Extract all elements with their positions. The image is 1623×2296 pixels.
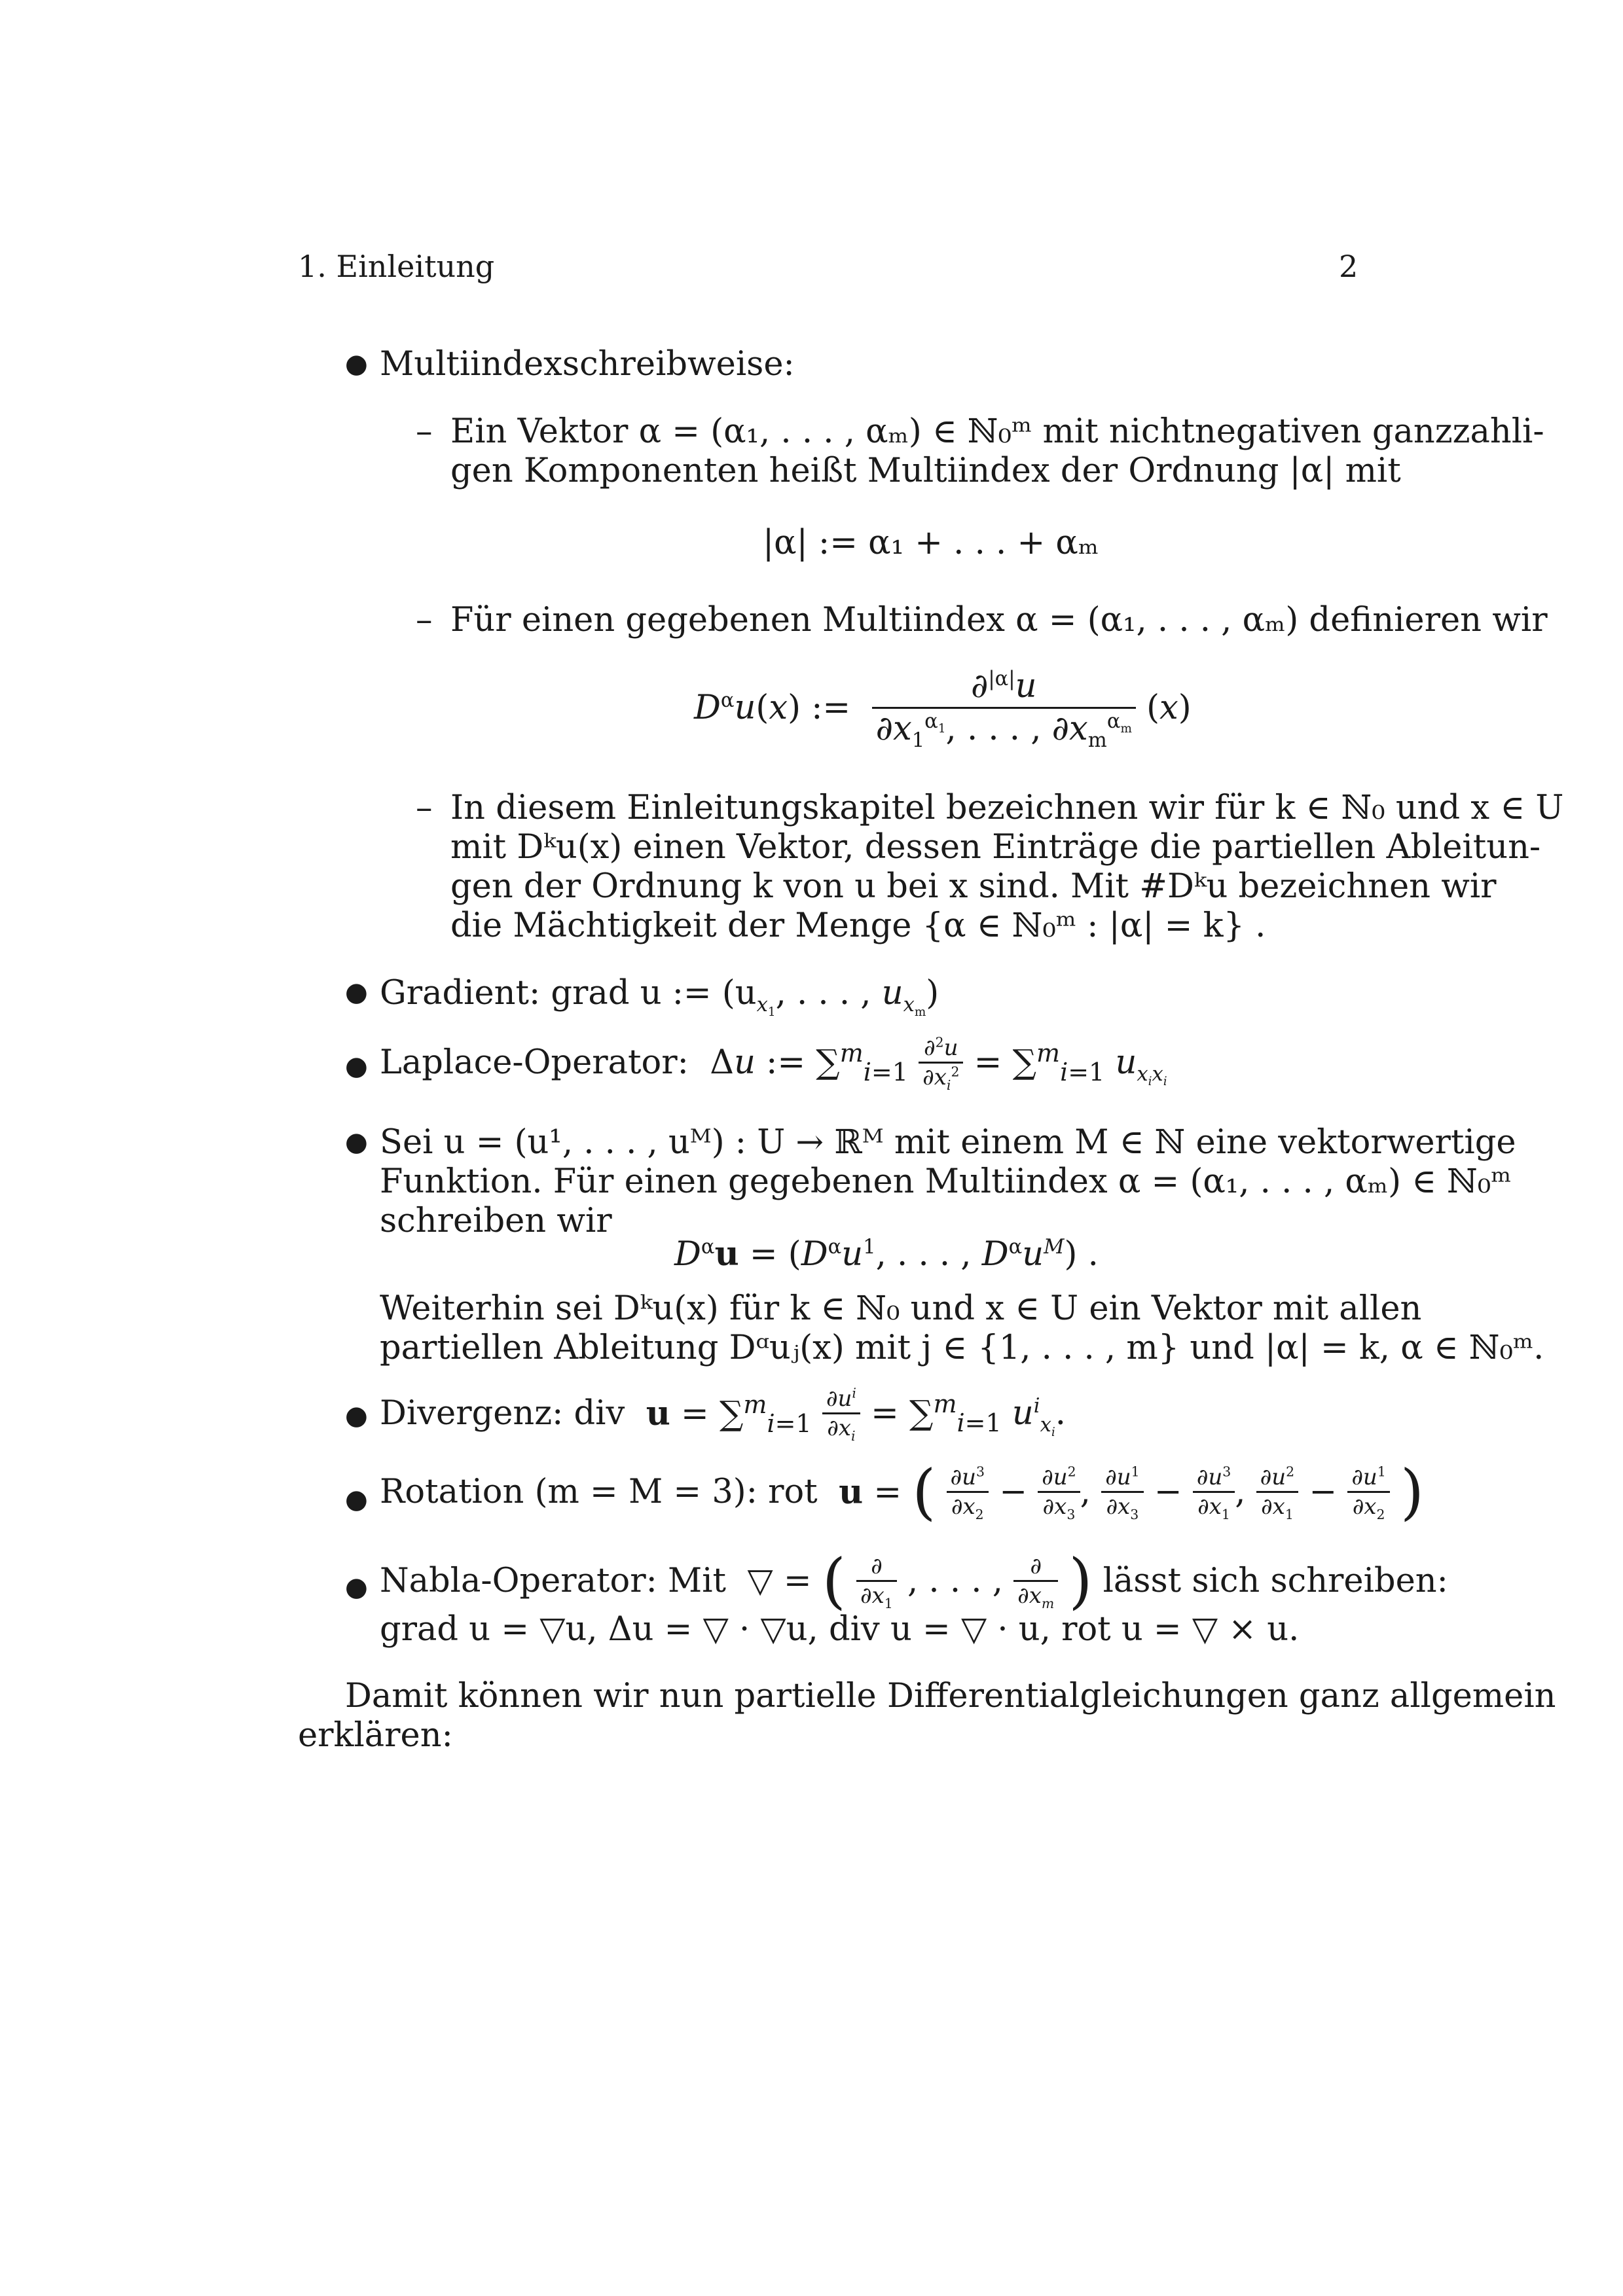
einleitung-line4: die Mächtigkeit der Menge {α ∈ ℕ₀ᵐ : |α| = k} . [450, 906, 1266, 945]
einleitung-line3: gen der Ordnung k von u bei x sind. Mit #Dᵏu bezeichnen wir [450, 867, 1497, 906]
laplace-line: Laplace-Operator: Δu := ∑$^m_{i=1}$ $\frac{\partial^2u}{\partial x_i^2}$ = ∑$^m_{i=1}$ $u_{x_ix_i}$ [380, 1034, 1167, 1093]
nabla-line2: grad u = ▽u, Δu = ▽ · ▽u, div u = ▽ · u, rot u = ▽ × u. [380, 1610, 1300, 1649]
divergenz-line: Divergenz: div u = ∑$^m_{i=1}$ $\frac{\partial u^i}{\partial x_i}$ = ∑$^m_{i=1}$ $u^i_{x_i}$. [380, 1385, 1066, 1444]
closing-line2: erklären: [298, 1716, 453, 1755]
weiterhin-line2: partiellen Ableitung Dᵅuⱼ(x) mit j ∈ {1, . . . , m} und |α| = k, α ∈ ℕ₀ᵐ. [380, 1329, 1544, 1367]
einleitung-line2: mit Dᵏu(x) einen Vektor, dessen Einträge die partiellen Ableitun- [450, 828, 1541, 867]
dash-icon: – [416, 412, 433, 451]
sei-line3: schreiben wir [380, 1202, 612, 1240]
ein-vektor-line2: gen Komponenten heißt Multiindex der Ordnung |α| mit [450, 452, 1401, 490]
sei-line2: Funktion. Für einen gegebenen Multiindex α = (α₁, . . . , αₘ) ∈ ℕ₀ᵐ [380, 1162, 1512, 1201]
divergenz-label: Divergenz: div [380, 1394, 625, 1433]
bullet-icon: ● [345, 1051, 368, 1081]
bullet-icon: ● [345, 1401, 368, 1431]
bullet-icon: ● [345, 349, 368, 379]
closing-line1: Damit können wir nun partielle Differentialgleichungen ganz allgemein [345, 1677, 1556, 1715]
gradient-line: Gradient: grad u := ($u_{x_1}$, . . . , $u_{x_m}$) [380, 974, 939, 1020]
nabla-line1: Nabla-Operator: Mit ▽ = ( $\frac{\partial}{\partial x_1}$ , . . . , $\frac{\partial}{\partial x_m}$ ) lässt sich schreiben: [380, 1546, 1448, 1616]
dash-icon: – [416, 601, 433, 639]
einleitung-line1: In diesem Einleitungskapitel bezeichnen wir für k ∈ ℕ₀ und x ∈ U [450, 789, 1564, 827]
laplace-label: Laplace-Operator: [380, 1043, 689, 1082]
ein-vektor-line1: Ein Vektor α = (α₁, . . . , αₘ) ∈ ℕ₀ᵐ mit nichtnegativen ganzzahli- [450, 412, 1544, 451]
weiterhin-line1: Weiterhin sei Dᵏu(x) für k ∈ ℕ₀ und x ∈ U ein Vektor mit allen [380, 1289, 1422, 1328]
nabla-suffix: lässt sich schreiben: [1103, 1562, 1448, 1600]
rotation-label: Rotation (m = M = 3): rot [380, 1473, 818, 1511]
bullet-icon: ● [345, 977, 368, 1007]
bullet-icon: ● [345, 1572, 368, 1602]
chapter-header: 1. Einleitung [298, 249, 495, 284]
sei-formula: $D^\alpha u = (D^\alpha u^1$, . . . , $D^\alpha u^M$) . [674, 1234, 1099, 1274]
d-alpha-formula: $D^\alpha u(x)$ := $\frac{\partial^{|\alpha|}u}{\partial x_1^{\alpha_1}, . . . , \partial x_m^{\alpha_m}}$ (x) [694, 667, 1192, 753]
sei-line1: Sei u = (u¹, . . . , uᴹ) : U → ℝᴹ mit einem M ∈ ℕ eine vektorwertige [380, 1123, 1516, 1162]
page-number: 2 [1339, 249, 1359, 284]
multiindex-title: Multiindexschreibweise: [380, 345, 795, 384]
gradient-label: Gradient: grad u := (u [380, 974, 757, 1013]
bullet-icon: ● [345, 1127, 368, 1157]
fuer-einen-line: Für einen gegebenen Multiindex α = (α₁, . . . , αₘ) definieren wir [450, 601, 1548, 639]
nabla-label: Nabla-Operator: Mit [380, 1562, 727, 1600]
bullet-icon: ● [345, 1484, 368, 1515]
rotation-line: Rotation (m = M = 3): rot u = ( $\frac{\partial u^3}{\partial x_2}$ − $\frac{\partial u^2}{\partial x_3}$ , $\frac{\partial u^1}{\partial x_3}$ − $\frac{\partial u^3}{\partial x_1}$ , $\frac{\partial u^2}{\partial x_1}$ − $\frac{\partial u^1}{\partial x_2}$ ) [380, 1457, 1424, 1527]
dash-icon: – [416, 789, 433, 827]
abs-alpha-formula: |α| := α₁ + . . . + αₘ [763, 524, 1099, 562]
